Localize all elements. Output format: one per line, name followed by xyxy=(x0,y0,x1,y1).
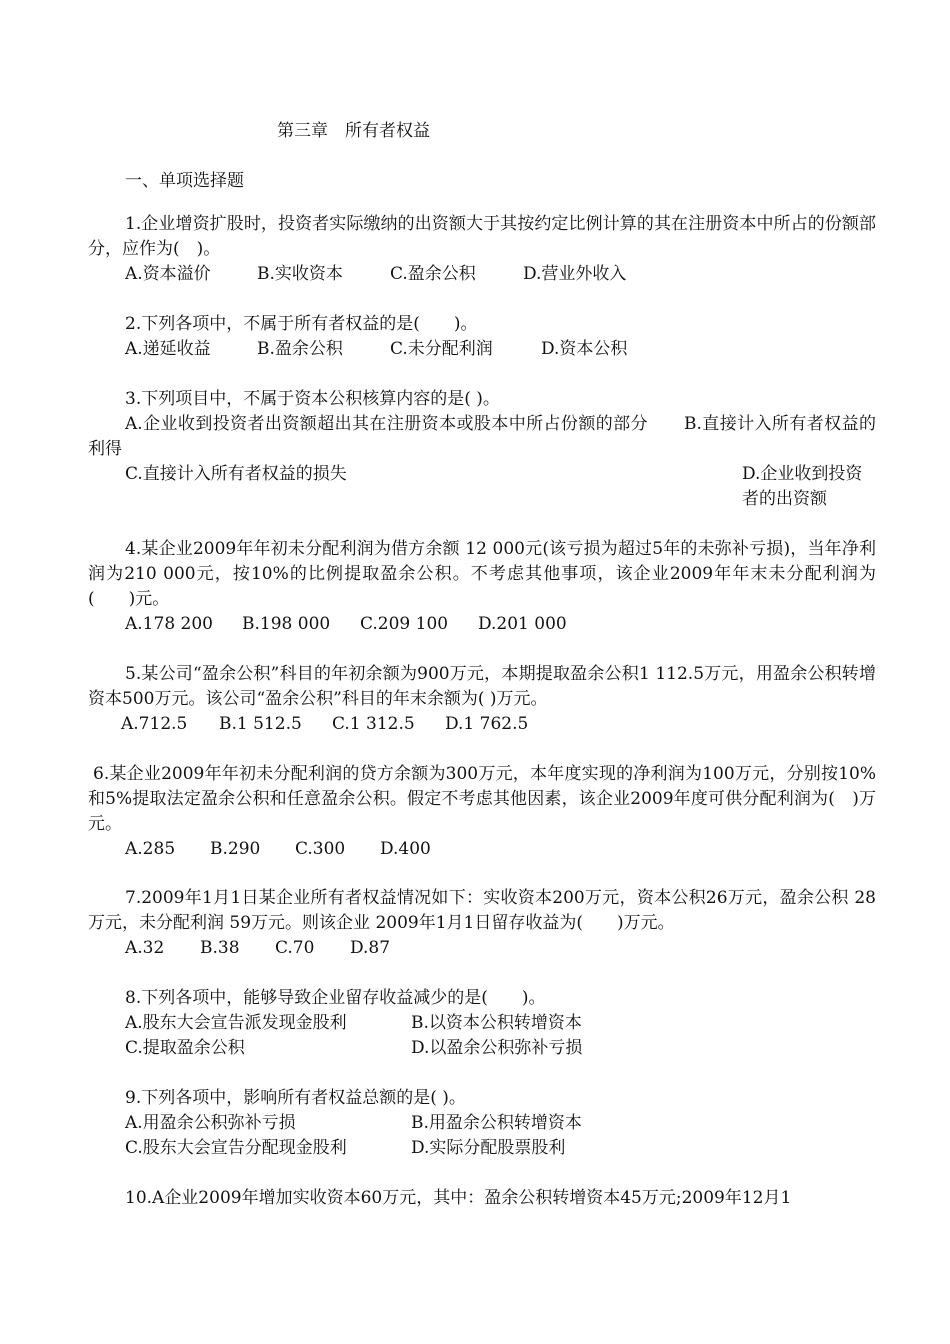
question-2 xyxy=(88,312,876,362)
option-d: D.资本公积 xyxy=(541,339,628,359)
question-options xyxy=(88,1011,876,1061)
section-heading: 一、单项选择题 xyxy=(125,171,244,191)
option-c: C.未分配利润 xyxy=(390,339,493,359)
question-options xyxy=(88,262,876,287)
question-9 xyxy=(88,1086,876,1161)
question-1 xyxy=(88,212,876,287)
option-c: C.盈余公积 xyxy=(390,264,476,284)
option-c: C.1 312.5 xyxy=(332,714,415,734)
option-d: D.营业外收入 xyxy=(523,264,627,284)
option-b: B.以资本公积转增资本 xyxy=(411,1013,582,1033)
option-a: A.178 200 xyxy=(125,614,213,634)
question-options xyxy=(88,612,876,637)
question-5 xyxy=(88,662,876,737)
option-a: A.用盈余公积弥补亏损 xyxy=(125,1113,296,1133)
option-d: D.87 xyxy=(350,938,391,958)
chapter-title: 第三章 所有者权益 xyxy=(277,121,430,141)
option-a: A.股东大会宣告派发现金股利 xyxy=(125,1013,347,1033)
option-c: C.300 xyxy=(295,839,346,859)
question-7 xyxy=(88,886,876,961)
question-options xyxy=(88,936,876,961)
option-c: C.209 100 xyxy=(360,614,449,634)
question-options-cd xyxy=(88,462,876,512)
option-c: C.提取盈余公积 xyxy=(125,1038,245,1058)
question-4 xyxy=(88,537,876,637)
option-b: B.盈余公积 xyxy=(257,339,343,359)
option-a: A.企业收到投资者出资额超出其在注册资本或股本中所占份额的部分 xyxy=(125,414,648,434)
option-d: D.400 xyxy=(380,839,431,859)
option-b: B.1 512.5 xyxy=(219,714,302,734)
question-stem: 7.2009年1月1日某企业所有者权益情况如下：实收资本200万元，资本公积26万元，盈余公积 28万元，未分配利润 59万元。则该企业 2009年1月1日留存收益为( )万元。 xyxy=(88,888,876,933)
option-b: B.实收资本 xyxy=(257,264,343,284)
option-b: B.290 xyxy=(210,839,261,859)
question-stem: 6.某企业2009年年初未分配利润的贷方余额为300万元，本年度实现的净利润为100万元，分别按10%和5%提取法定盈余公积和任意盈余公积。假定不考虑其他因素，该企业2009年度可供分配利润为( )万元。 xyxy=(88,764,876,834)
option-c: C.直接计入所有者权益的损失 xyxy=(125,464,347,484)
question-stem: 2.下列各项中，不属于所有者权益的是( )。 xyxy=(125,314,478,334)
option-b: B.用盈余公积转增资本 xyxy=(411,1113,582,1133)
option-a: A.32 xyxy=(125,938,165,958)
question-options xyxy=(88,837,876,862)
option-d: D.以盈余公积弥补亏损 xyxy=(411,1038,583,1058)
option-c: C.股东大会宣告分配现金股利 xyxy=(125,1138,347,1158)
option-d: D.201 000 xyxy=(478,614,567,634)
question-stem: 3.下列项目中，不属于资本公积核算内容的是( )。 xyxy=(125,389,500,409)
question-stem: 4.某企业2009年年初未分配利润为借方余额 12 000元(该亏损为超过5年的未弥补亏损)，当年净利润为210 000元，按10%的比例提取盈余公积。不考虑其他事项，该企业2009年年末未分配利润为( )元。 xyxy=(88,539,876,609)
question-stem: 10.A企业2009年增加实收资本60万元，其中：盈余公积转增资本45万元;2009年12月1 xyxy=(125,1188,792,1208)
option-a: A.285 xyxy=(125,839,176,859)
option-d: D.实际分配股票股利 xyxy=(411,1138,566,1158)
question-10 xyxy=(88,1186,876,1211)
option-a: A.递延收益 xyxy=(125,339,211,359)
question-stem: 8.下列各项中，能够导致企业留存收益减少的是( )。 xyxy=(125,988,546,1008)
question-options-ab xyxy=(88,412,876,462)
question-stem: 5.某公司“盈余公积”科目的年初余额为900万元，本期提取盈余公积1 112.5万元，用盈余公积转增资本500万元。该公司“盈余公积”科目的年末余额为( )万元。 xyxy=(88,664,876,709)
question-stem: 9.下列各项中，影响所有者权益总额的是( )。 xyxy=(125,1088,466,1108)
option-b: B.直接计入所有者权益的利得 xyxy=(88,414,876,459)
question-stem: 1.企业增资扩股时，投资者实际缴纳的出资额大于其按约定比例计算的其在注册资本中所占的份额部分，应作为( )。 xyxy=(88,214,876,259)
question-8 xyxy=(88,986,876,1061)
option-a: A.712.5 xyxy=(121,714,188,734)
question-options xyxy=(88,712,876,737)
question-options xyxy=(88,337,876,362)
option-b: B.198 000 xyxy=(242,614,331,634)
question-6 xyxy=(88,762,876,862)
option-c: C.70 xyxy=(275,938,315,958)
option-d: D.企业收到投资者的出资额 xyxy=(742,464,863,509)
question-3 xyxy=(88,387,876,512)
option-b: B.38 xyxy=(200,938,240,958)
option-a: A.资本溢价 xyxy=(125,264,211,284)
option-d: D.1 762.5 xyxy=(445,714,529,734)
question-options xyxy=(88,1111,876,1161)
